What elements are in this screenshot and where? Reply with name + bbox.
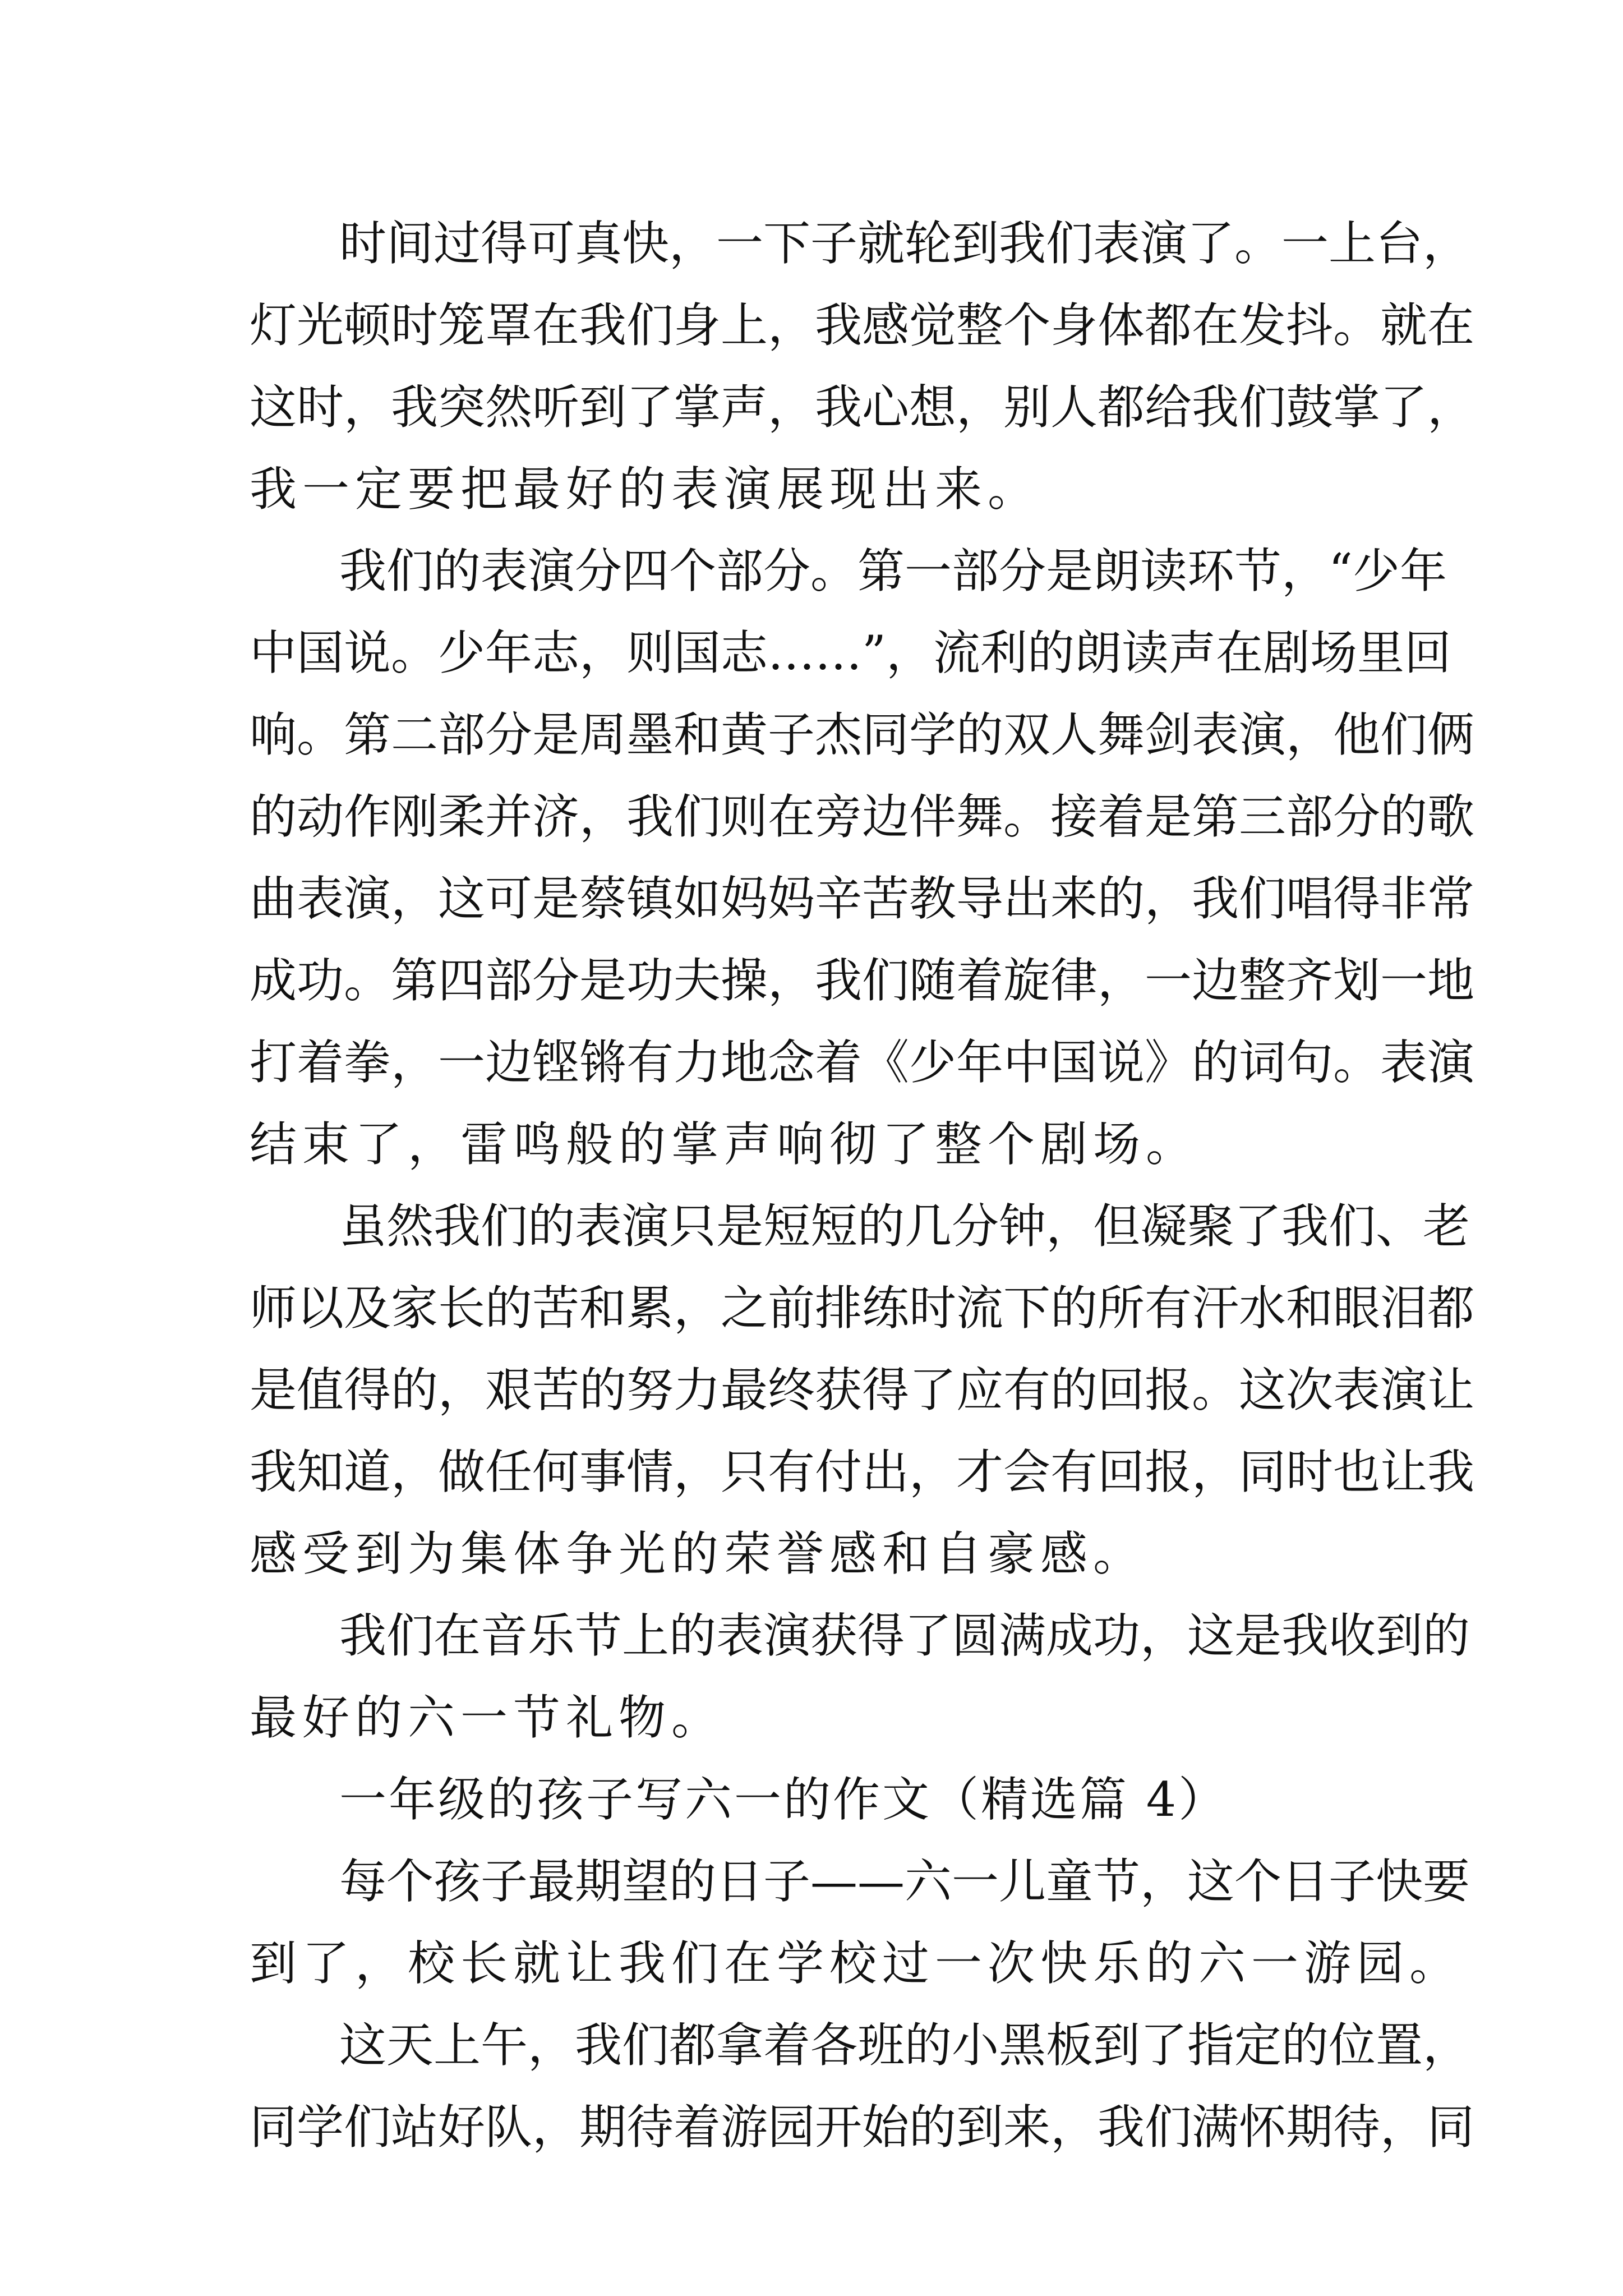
text-line: 同学们站好队，期待着游园开始的到来，我们满怀期待，同 — [250, 2100, 1475, 2155]
text-line: 的动作刚柔并济，我们则在旁边伴舞。接着是第三部分的歌 — [250, 789, 1475, 844]
text-line: 灯光顿时笼罩在我们身上，我感觉整个身体都在发抖。就在 — [250, 298, 1475, 353]
text-line: 成功。第四部分是功夫操，我们随着旋律，一边整齐划一地 — [250, 953, 1475, 1008]
text-line: 这时，我突然听到了掌声，我心想，别人都给我们鼓掌了， — [250, 380, 1475, 435]
text-line: 虽然我们的表演只是短短的几分钟，但凝聚了我们、老 — [339, 1199, 1470, 1254]
text-line: 每个孩子最期望的日子——六一儿童节，这个日子快要 — [339, 1854, 1470, 1909]
text-line: 是值得的，艰苦的努力最终获得了应有的回报。这次表演让 — [250, 1363, 1475, 1418]
text-line: 打着拳，一边铿锵有力地念着《少年中国说》的词句。表演 — [250, 1035, 1475, 1090]
text-line: 我们在音乐节上的表演获得了圆满成功，这是我收到的 — [339, 1608, 1470, 1663]
text-line: 响。第二部分是周墨和黄子杰同学的双人舞剑表演，他们俩 — [250, 707, 1475, 762]
text-line: 结束了，雷鸣般的掌声响彻了整个剧场。 — [250, 1117, 1199, 1172]
text-line: 最好的六一节礼物。 — [250, 1690, 725, 1745]
text-line: 我一定要把最好的表演展现出来。 — [250, 462, 1041, 517]
text-line: 这天上午，我们都拿着各班的小黑板到了指定的位置， — [339, 2018, 1470, 2073]
text-line: 师以及家长的苦和累，之前排练时流下的所有汗水和眼泪都 — [250, 1281, 1475, 1336]
text-line: 到了，校长就让我们在学校过一次快乐的六一游园。 — [250, 1936, 1463, 1991]
text-line: 时间过得可真快，一下子就轮到我们表演了。一上台， — [339, 216, 1470, 271]
text-line: 中国说。少年志，则国志……”，流利的朗读声在剧场里回 — [250, 625, 1451, 680]
text-line: 感受到为集体争光的荣誉感和自豪感。 — [250, 1526, 1146, 1581]
text-line: 我知道，做任何事情，只有付出，才会有回报，同时也让我 — [250, 1444, 1475, 1499]
section-heading: 一年级的孩子写六一的作文（精选篇 4） — [339, 1772, 1228, 1827]
text-line: 我们的表演分四个部分。第一部分是朗读环节，“少年 — [339, 544, 1447, 599]
text-line: 曲表演，这可是蔡镇如妈妈辛苦教导出来的，我们唱得非常 — [250, 871, 1475, 926]
